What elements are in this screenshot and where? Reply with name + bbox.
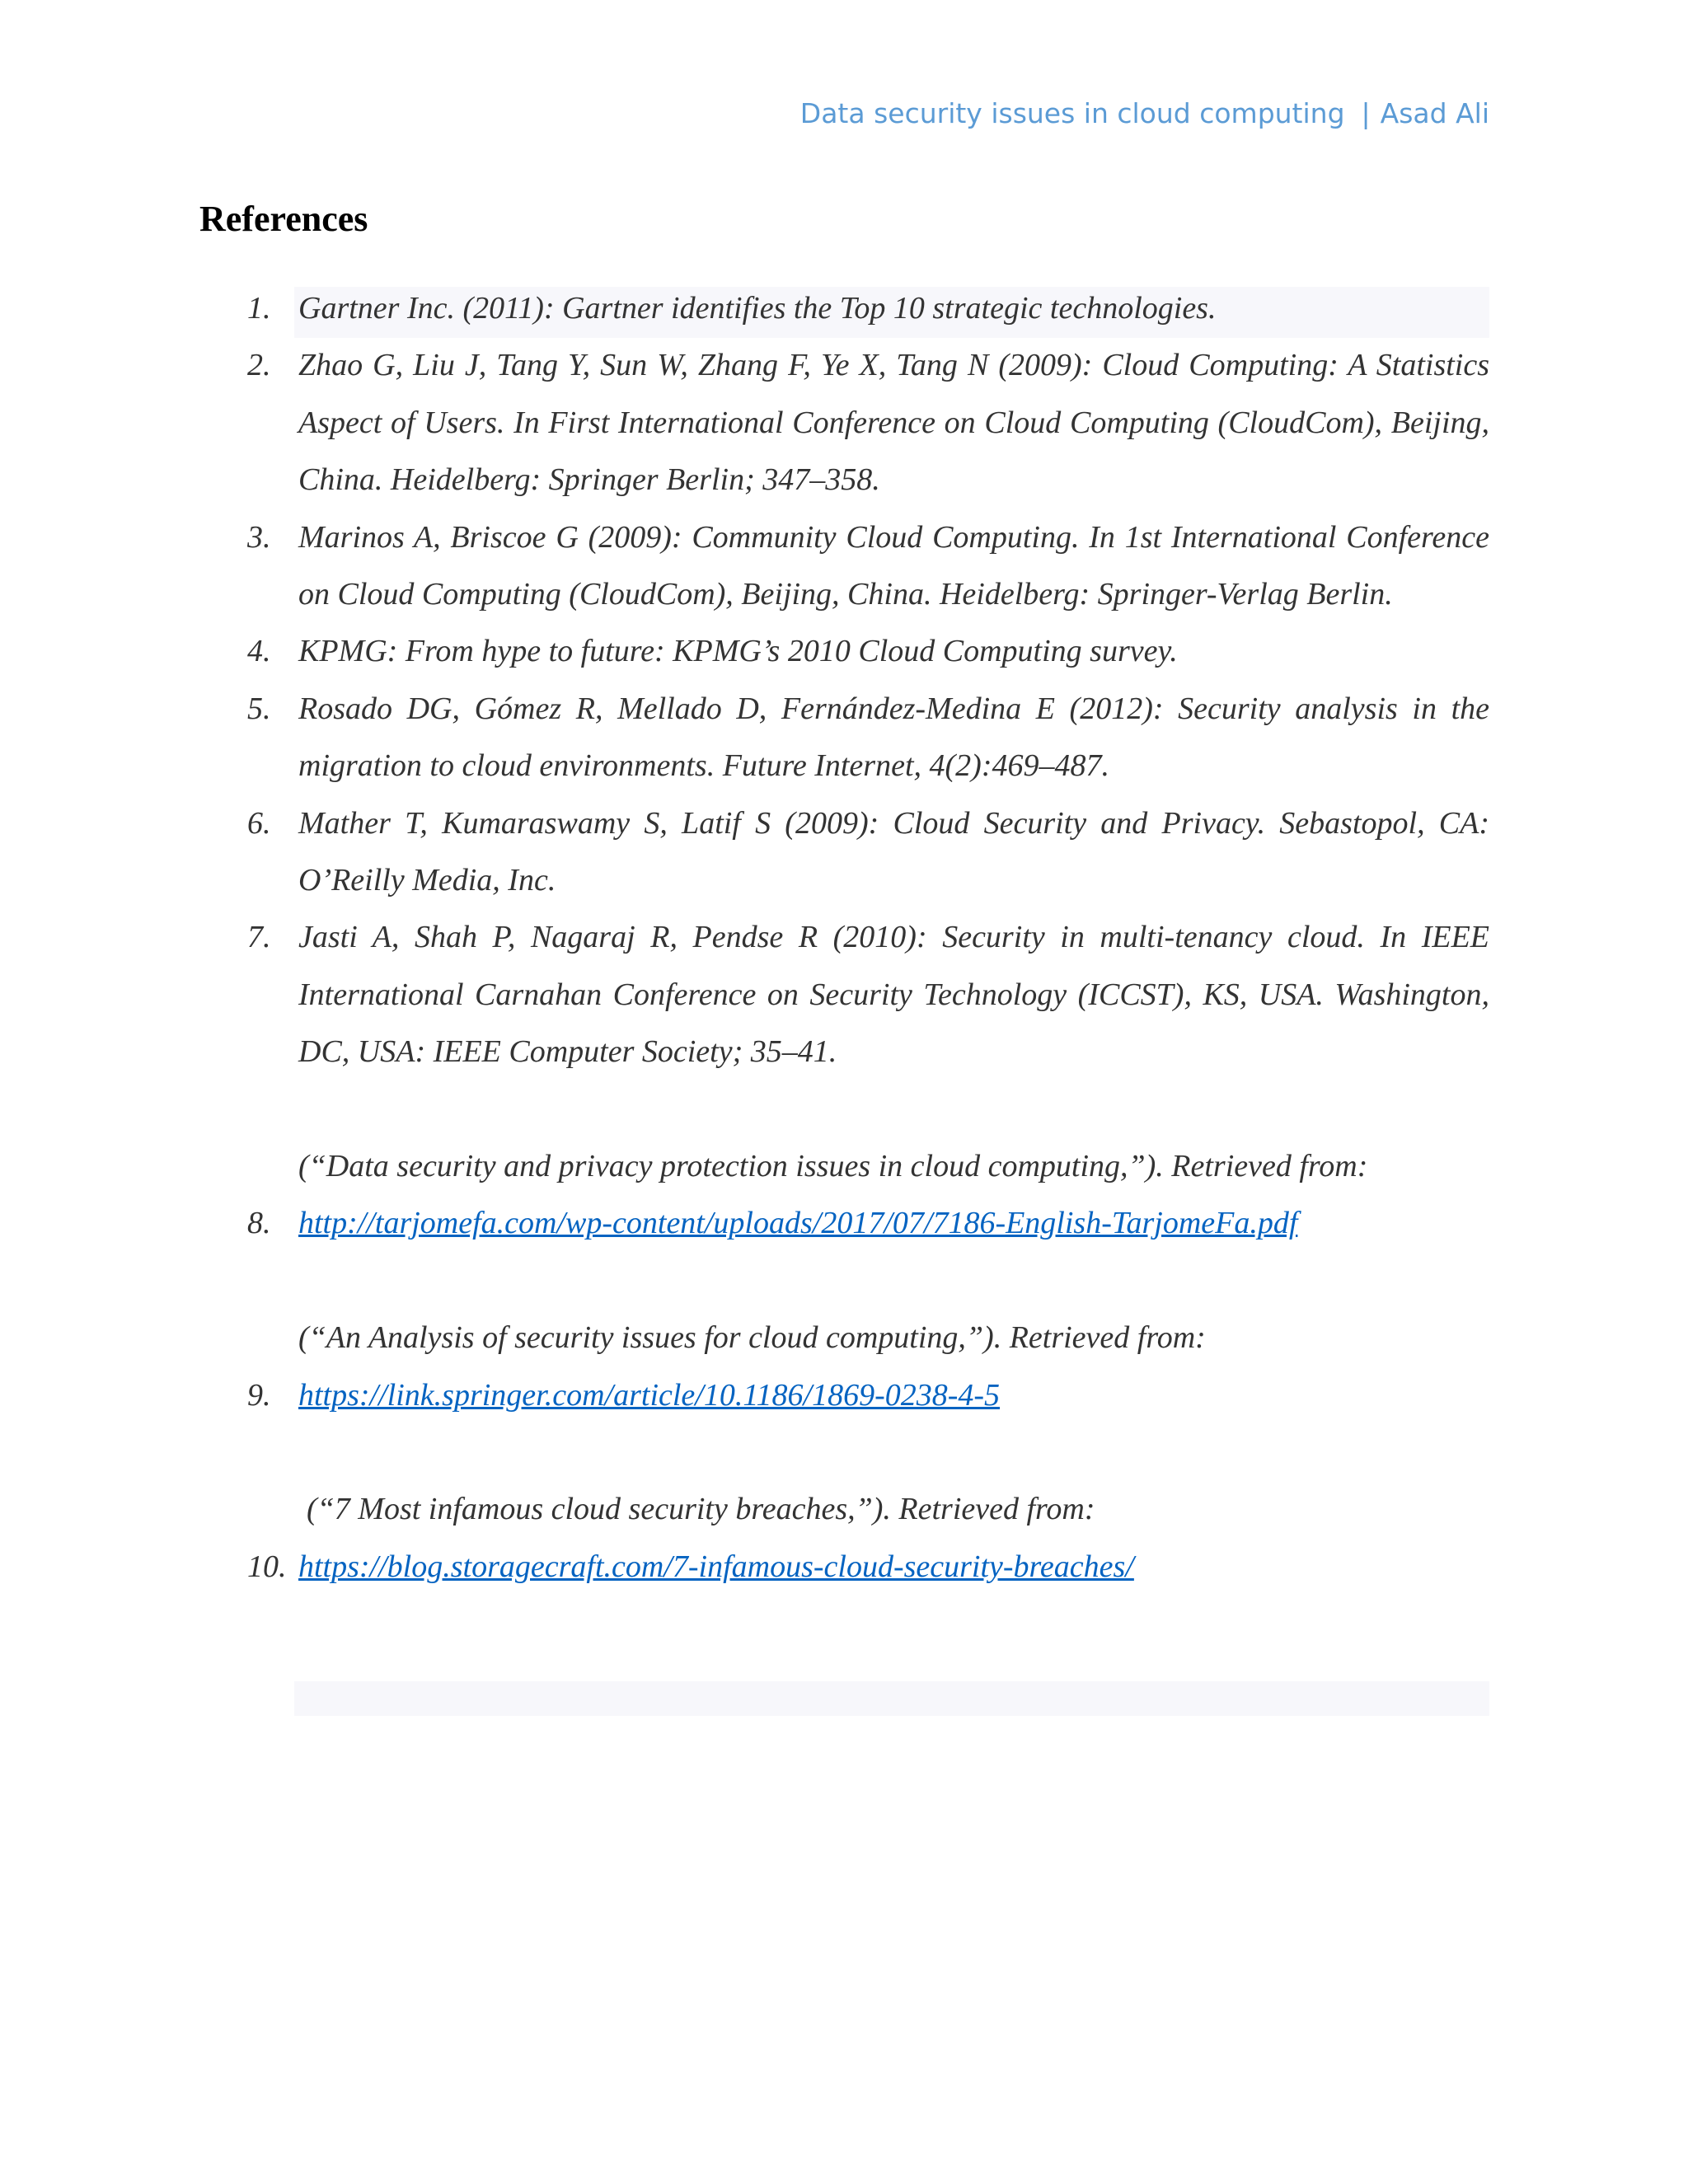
reference-number: 3. [247,519,271,555]
header-separator: | [1361,97,1371,129]
header-title: Data security issues in cloud computing [799,97,1345,129]
reference-link[interactable]: https://blog.storagecraft.com/7-infamous-cloud-security-breaches/ [298,1549,1134,1584]
reference-item-7 [0,909,1688,1080]
reference-item-5 [0,681,1688,795]
reference-text: Marinos A, Briscoe G (2009): Community Cloud Computing. In 1st International Conference on Cloud Computing (CloudCom), Beijing, China. Heidelberg: Springer-Verlag Berlin. [298,519,1489,612]
reference-number: 4. [247,634,271,669]
reference-link[interactable]: https://link.springer.com/article/10.1186/1869-0238-4-5 [298,1377,1001,1413]
reference-text: Gartner Inc. (2011): Gartner identifies the Top 10 strategic technologies. [298,291,1217,326]
reference-text: Mather T, Kumaraswamy S, Latif S (2009): Cloud Security and Privacy. Sebastopol, CA: O’Reilly Media, Inc. [298,805,1489,898]
page-header [0,97,1489,129]
reference-list [0,280,1688,1596]
reference-item-3 [0,509,1688,624]
reference-number: 5. [247,691,271,726]
reference-item-8 [0,1138,1688,1253]
reference-source-text: (“An Analysis of security issues for cloud computing,”). Retrieved from: [298,1320,1206,1356]
reference-number: 9. [247,1377,271,1413]
highlight-band-bottom [294,1681,1489,1716]
reference-source-text: (“Data security and privacy protection issues in cloud computing,”). Retrieved from: [298,1149,1368,1184]
reference-text: Zhao G, Liu J, Tang Y, Sun W, Zhang F, Ye X, Tang N (2009): Cloud Computing: A Statistics Aspect of Users. In First International Conference on Cloud Computing (CloudCom), Beijing, China. Heidelberg: Springer Berlin; 347–358. [298,348,1489,498]
reference-item-6 [0,795,1688,910]
reference-number: 10. [247,1549,287,1584]
reference-source-text: (“7 Most infamous cloud security breaches,”). Retrieved from: [307,1492,1095,1527]
reference-number: 7. [247,920,271,955]
references-heading: References [199,199,368,239]
reference-number: 2. [247,348,271,383]
reference-item-2 [0,337,1688,509]
reference-text: Jasti A, Shah P, Nagaraj R, Pendse R (2010): Security in multi-tenancy cloud. In IEEE International Carnahan Conference on Security Technology (ICCST), KS, USA. Washington, DC, USA: IEEE Computer Society; 35–41. [298,920,1489,1070]
reference-item-10 [0,1481,1688,1596]
reference-text: Rosado DG, Gómez R, Mellado D, Fernández-Medina E (2012): Security analysis in the migration to cloud environments. Future Internet, 4(2):469–487. [298,691,1489,784]
reference-number: 6. [247,805,271,841]
reference-item-1 [0,280,1688,337]
reference-number: 8. [247,1206,271,1241]
header-author: Asad Ali [1380,97,1489,129]
reference-item-4 [0,623,1688,680]
reference-item-9 [0,1310,1688,1424]
reference-number: 1. [247,291,271,326]
reference-text: KPMG: From hype to future: KPMG’s 2010 Cloud Computing survey. [298,634,1178,669]
reference-link[interactable]: http://tarjomefa.com/wp-content/uploads/2017/07/7186-English-TarjomeFa.pdf [298,1206,1298,1241]
